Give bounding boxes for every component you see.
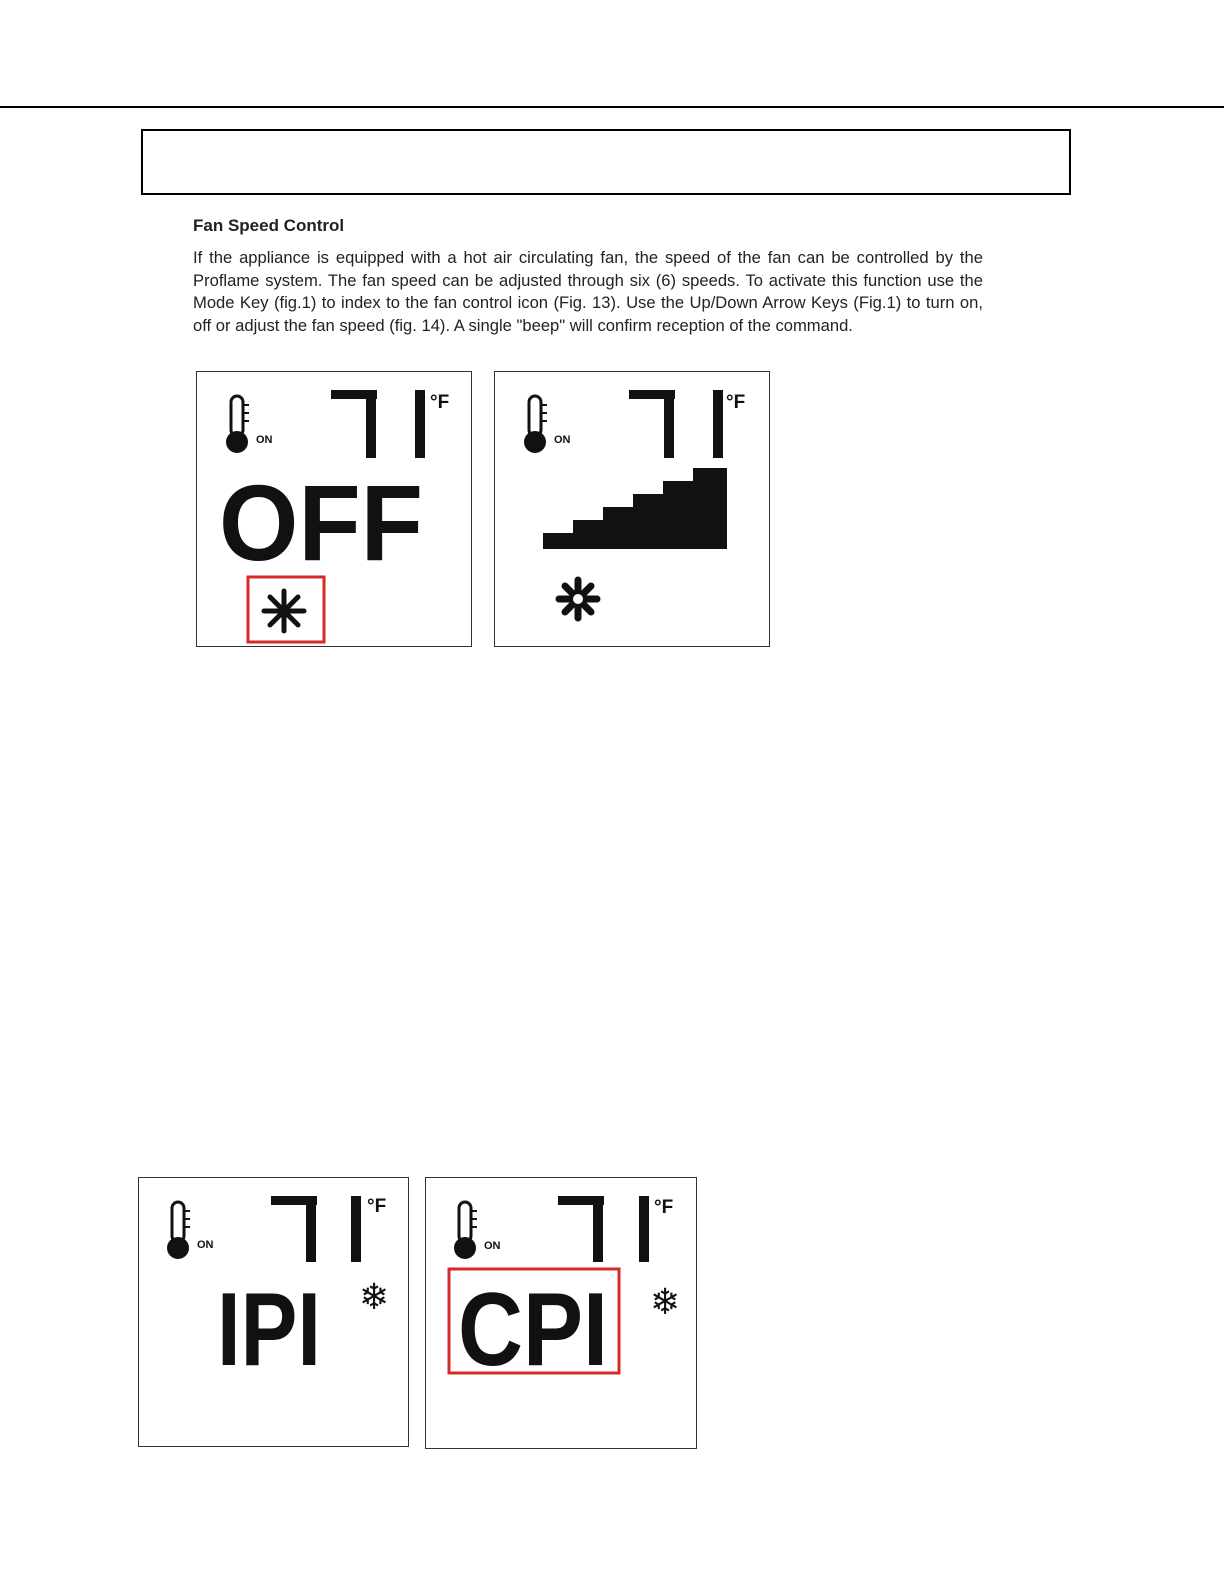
fan-speed-bar-5 xyxy=(663,481,697,549)
thermometer-icon xyxy=(226,396,249,453)
snowflake-icon: ❄ xyxy=(650,1281,681,1322)
header-box xyxy=(141,129,1071,195)
snowflake-icon: ❄ xyxy=(359,1276,390,1317)
display-text-cpi: CPI xyxy=(458,1272,608,1388)
top-rule xyxy=(0,106,1224,108)
temperature-unit: °F xyxy=(430,392,450,413)
fan-speed-bar-3 xyxy=(603,507,637,549)
fan-speed-bar-1 xyxy=(543,533,577,549)
fan-speed-bars xyxy=(543,468,727,549)
figure-ipi xyxy=(138,1177,409,1447)
fan-speed-bar-2 xyxy=(573,520,607,549)
fan-speed-bar-4 xyxy=(633,494,667,549)
thermostat-on-label: ON xyxy=(554,434,571,446)
thermometer-icon xyxy=(524,396,547,453)
thermostat-on-label: ON xyxy=(256,434,273,446)
section-paragraph: If the appliance is equipped with a hot air circulating fan, the speed of the fan can be controlled by the Proflame system. The fan speed can be adjusted through six (6) speeds. To activate this function use the Mode Key (fig.1) to index to the fan control icon (Fig. 13). Use the Up/Down Arrow Keys (Fig.1) to turn on, off or adjust the fan speed (fig. 14). A single "beep" will confirm reception of the command. xyxy=(193,248,983,335)
thermometer-icon xyxy=(167,1202,190,1259)
section-heading: Fan Speed Control xyxy=(193,216,345,235)
temperature-digits xyxy=(331,390,425,458)
thermostat-on-label: ON xyxy=(197,1239,214,1251)
temperature-digits xyxy=(271,1196,361,1262)
thermometer-icon xyxy=(454,1202,477,1259)
display-text-ipi: IPI xyxy=(217,1272,321,1388)
temperature-digits xyxy=(629,390,723,458)
temperature-unit: °F xyxy=(654,1197,674,1218)
fan-icon xyxy=(264,591,304,631)
fan-speed-bar-6 xyxy=(693,468,727,549)
figure-fan-off xyxy=(196,371,472,647)
figure-fan-speed xyxy=(494,371,770,647)
figure-cpi xyxy=(425,1177,697,1449)
temperature-unit: °F xyxy=(726,392,746,413)
temperature-digits xyxy=(558,1196,649,1262)
fan-icon xyxy=(559,580,597,618)
display-text-off: OFF xyxy=(219,462,423,583)
thermostat-on-label: ON xyxy=(484,1240,501,1252)
temperature-unit: °F xyxy=(367,1196,387,1217)
